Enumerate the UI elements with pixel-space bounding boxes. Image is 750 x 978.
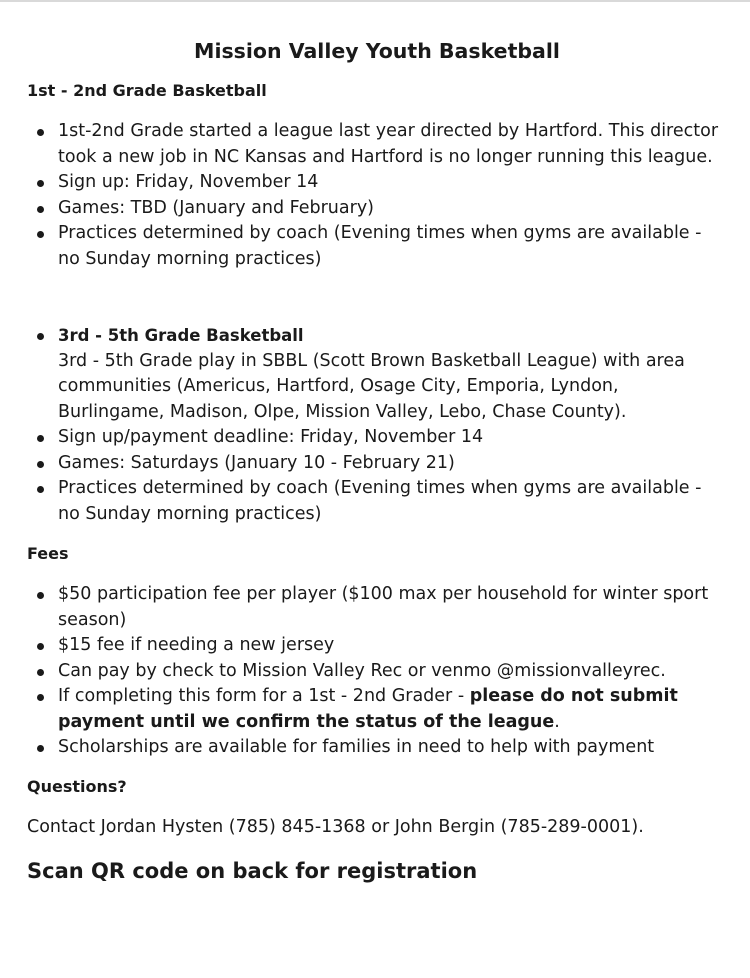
notice-emphasis: please do not submit payment until we confirm the status of the league [58,686,678,732]
list-item: Practices determined by coach (Evening times when gyms are available - no Sunday morning practices) [27,476,721,527]
flyer-page [27,36,727,886]
list-item-payment-notice [27,684,721,735]
grade-3-5-list [27,323,727,527]
section-heading-grade-3-5: 3rd - 5th Grade Basketball [58,326,304,345]
notice-suffix: . [554,711,560,732]
list-item: Sign up: Friday, November 14 [27,170,721,196]
grade-3-5-description: 3rd - 5th Grade play in SBBL (Scott Brown Basketball League) with area communities (Americus, Hartford, Osage City, Emporia, Lyndon, Burlingame, Madison, Olpe, Mission Valley, Lebo, Chase County). [58,350,685,422]
list-item: Sign up/payment deadline: Friday, November 14 [27,425,721,451]
section-heading-fees: Fees [27,544,69,563]
list-item: Practices determined by coach (Evening times when gyms are available - no Sunday morning practices) [27,221,721,272]
grade-1-2-list [27,119,727,272]
notice-prefix: If completing this form for a 1st - 2nd Grader - [58,686,470,706]
list-item: $50 participation fee per player ($100 max per household for winter sport season) [27,582,721,633]
list-item: Can pay by check to Mission Valley Rec or venmo @missionvalleyrec. [27,659,721,685]
section-heading-grade-1-2: 1st - 2nd Grade Basketball [27,81,267,100]
list-item: Games: Saturdays (January 10 - February 21) [27,451,721,477]
page-title: Mission Valley Youth Basketball [194,39,560,63]
list-item: Games: TBD (January and February) [27,196,721,222]
list-item: 1st-2nd Grade started a league last year directed by Hartford. This director took a new job in NC Kansas and Hartford is no longer running this league. [27,119,721,170]
section-heading-questions: Questions? [27,776,127,796]
list-item-grade-3-5-intro [27,323,721,425]
contact-info: Contact Jordan Hysten (785) 845-1368 or John Bergin (785-289-0001). [27,816,644,837]
top-divider [0,0,750,2]
list-item: $15 fee if needing a new jersey [27,633,721,659]
fees-list [27,582,727,761]
registration-call-to-action: Scan QR code on back for registration [27,858,478,883]
list-item: Scholarships are available for families in need to help with payment [27,735,721,761]
